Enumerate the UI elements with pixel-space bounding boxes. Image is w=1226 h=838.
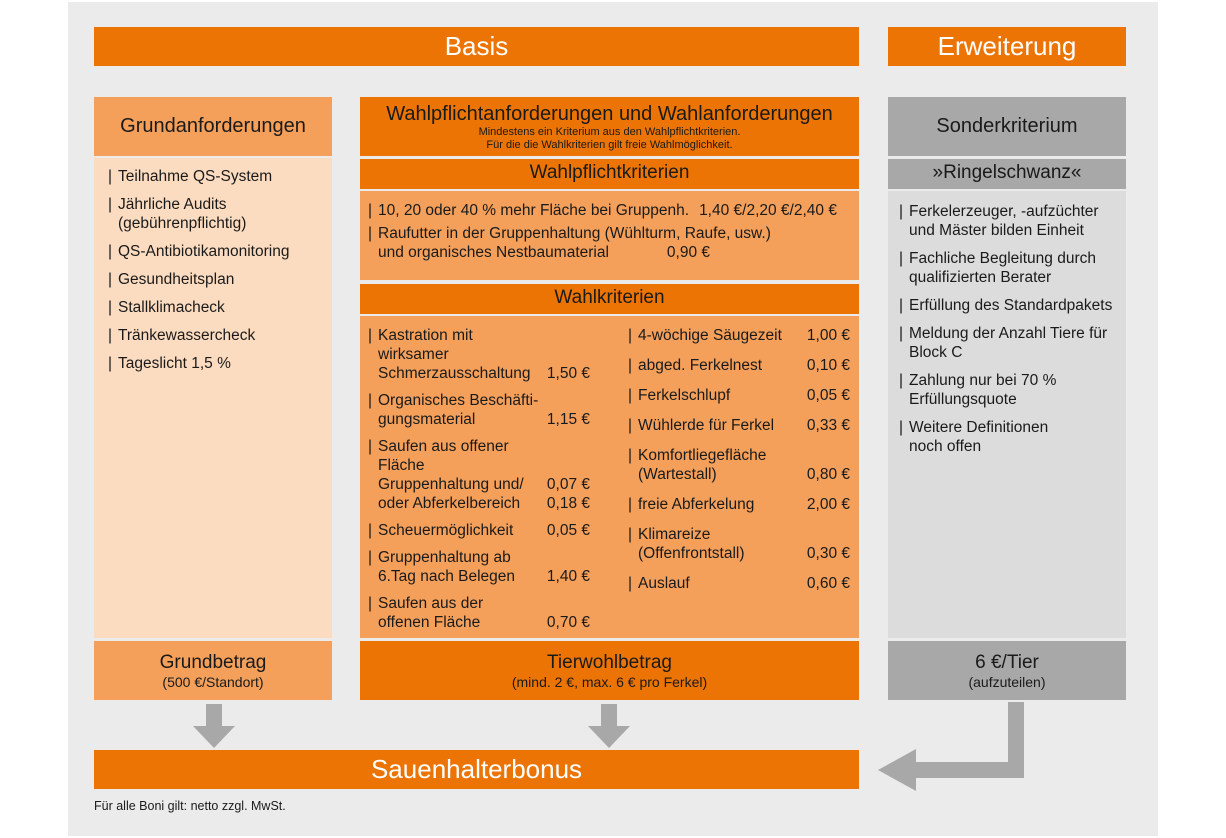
criterion-label: | Komfortliegefläche (Wartestall)	[638, 447, 767, 483]
wahl-left-list	[368, 326, 590, 640]
list-item: | Jährliche Audits (gebührenpflichtig)	[108, 195, 332, 233]
criterion-label: | freie Abferkelung	[638, 496, 755, 513]
sonder-list-box	[888, 191, 1126, 638]
sonderbetrag-box	[888, 641, 1126, 700]
grundbetrag-sub: (500 €/Standort)	[162, 673, 264, 690]
sonder-title: Sonderkriterium	[936, 115, 1078, 137]
grund-list-box	[94, 158, 332, 638]
pflicht-list	[368, 201, 859, 262]
criterion-item	[628, 386, 850, 405]
criterion-label: | abged. Ferkelnest	[638, 357, 763, 374]
arrow-tierwohl-icon	[588, 704, 630, 748]
wahl-right-list	[628, 326, 850, 604]
wahlkriterien-title-bar: Wahlkriterien	[360, 284, 859, 314]
criterion-item	[368, 391, 590, 429]
criterion-label: | Wühlerde für Ferkel	[638, 417, 775, 434]
grund-list	[108, 167, 332, 373]
criterion-label: | Saufen aus der offenen Fläche	[378, 595, 484, 631]
criterion-item	[628, 495, 850, 514]
tierwohlbetrag-sub: (mind. 2 €, max. 6 € pro Ferkel)	[511, 673, 708, 690]
criterion-price: 1,00 €	[806, 327, 850, 344]
grund-title: Grundanforderungen	[120, 115, 306, 137]
criterion-label: | Auslauf	[638, 575, 690, 592]
criterion-price: 1,15 €	[546, 411, 590, 428]
criterion-price: 0,10 €	[806, 357, 850, 374]
sonderbetrag-sub: (aufzuteilen)	[968, 673, 1046, 690]
wahl-sub1: Mindestens ein Kriterium aus den Wahlpflichtkriterien.	[478, 125, 741, 138]
list-item: | Teilnahme QS-System	[108, 167, 332, 186]
criterion-label: | Klimareize (Offenfrontstall)	[638, 526, 745, 562]
wahl-title-box	[360, 97, 859, 156]
list-item: | Zahlung nur bei 70 % Erfüllungsquote	[899, 371, 1126, 409]
pflicht-price: 1,40 €/2,20 €/2,40 €	[699, 202, 837, 219]
tierwohlbetrag-title: Tierwohlbetrag	[547, 651, 672, 673]
criterion-price: 0,30 €	[806, 545, 850, 562]
criterion-price: 0,80 €	[806, 466, 850, 483]
criterion-price: 0,07 € 0,18 €	[546, 476, 590, 512]
criterion-label: | Scheuermöglichkeit	[378, 522, 514, 539]
criterion-item	[628, 574, 850, 593]
criterion-label: | Saufen aus offener Fläche Gruppenhaltung und/ oder Abferkelbereich	[378, 438, 524, 512]
bonus-bar: Sauenhalterbonus	[94, 750, 859, 789]
criterion-item	[368, 521, 590, 540]
criterion-item	[368, 548, 590, 586]
criterion-price: 0,60 €	[806, 575, 850, 592]
wahlkriterien-box	[360, 316, 859, 638]
criterion-item	[368, 594, 590, 632]
criterion-item	[628, 446, 850, 484]
sonder-list	[899, 202, 1126, 456]
pflicht-item	[368, 201, 859, 220]
pflicht-list-box	[360, 191, 859, 280]
sonderbetrag-title: 6 €/Tier	[975, 651, 1039, 673]
criterion-item	[628, 326, 850, 345]
wahl-title: Wahlpflichtanforderungen und Wahlanforderungen	[386, 102, 833, 125]
criterion-label: | Gruppenhaltung ab 6.Tag nach Belegen	[378, 549, 516, 585]
tierwohlbetrag-box	[360, 641, 859, 700]
arrow-sonder-icon	[876, 702, 1036, 798]
criterion-label: | 4-wöchige Säugezeit	[638, 327, 782, 344]
criterion-label: | Organisches Beschäfti- gungsmaterial	[378, 392, 539, 428]
criterion-price: 0,70 €	[546, 614, 590, 631]
wahl-sub2: Für die die Wahlkriterien gilt freie Wahlmöglichkeit.	[486, 138, 733, 151]
pflicht-item	[368, 224, 859, 262]
list-item: | Gesundheitsplan	[108, 270, 332, 289]
criterion-price: 0,05 €	[806, 387, 850, 404]
grundbetrag-title: Grundbetrag	[159, 651, 267, 673]
criterion-price: 0,05 €	[546, 522, 590, 539]
pflicht-price: 0,90 €	[666, 244, 711, 261]
criterion-price: 1,40 €	[546, 568, 590, 585]
criterion-item	[628, 356, 850, 375]
arrow-grund-icon	[193, 704, 235, 748]
list-item: | QS-Antibiotikamonitoring	[108, 242, 332, 261]
footer-note: Für alle Boni gilt: netto zzgl. MwSt.	[94, 799, 286, 813]
criterion-label: | Ferkelschlupf	[638, 387, 731, 404]
basis-header: Basis	[94, 27, 859, 66]
list-item: | Stallklimacheck	[108, 298, 332, 317]
criterion-item	[628, 416, 850, 435]
list-item: | Fachliche Begleitung durch qualifizierten Berater	[899, 249, 1126, 287]
erweiterung-header: Erweiterung	[888, 27, 1126, 66]
criterion-item	[368, 326, 590, 383]
criterion-price: 1,50 €	[546, 365, 590, 382]
criterion-price: 2,00 €	[806, 496, 850, 513]
list-item: | Tageslicht 1,5 %	[108, 354, 332, 373]
list-item: | Ferkelerzeuger, -aufzüchter und Mäster bilden Einheit	[899, 202, 1126, 240]
list-item: | Tränkewassercheck	[108, 326, 332, 345]
sonder-subtitle-bar: »Ringelschwanz«	[888, 159, 1126, 189]
grund-title-box	[94, 97, 332, 156]
criterion-item	[368, 437, 590, 513]
criterion-item	[628, 525, 850, 563]
criterion-label: | Kastration mit wirksamer Schmerzausschaltung	[378, 327, 531, 382]
sonder-title-box	[888, 97, 1126, 156]
list-item: | Erfüllung des Standardpakets	[899, 296, 1126, 315]
list-item: | Weitere Definitionen noch offen	[899, 418, 1126, 456]
grundbetrag-box	[94, 641, 332, 700]
pflicht-label: 10, 20 oder 40 % mehr Fläche bei Gruppenh.	[378, 202, 690, 219]
criterion-price: 0,33 €	[806, 417, 850, 434]
pflicht-label: Raufutter in der Gruppenhaltung (Wühlturm, Raufe, usw.) und organisches Nestbaumaterial	[378, 225, 771, 261]
list-item: | Meldung der Anzahl Tiere für Block C	[899, 324, 1126, 362]
pflicht-title-bar: Wahlpflichtkriterien	[360, 159, 859, 189]
